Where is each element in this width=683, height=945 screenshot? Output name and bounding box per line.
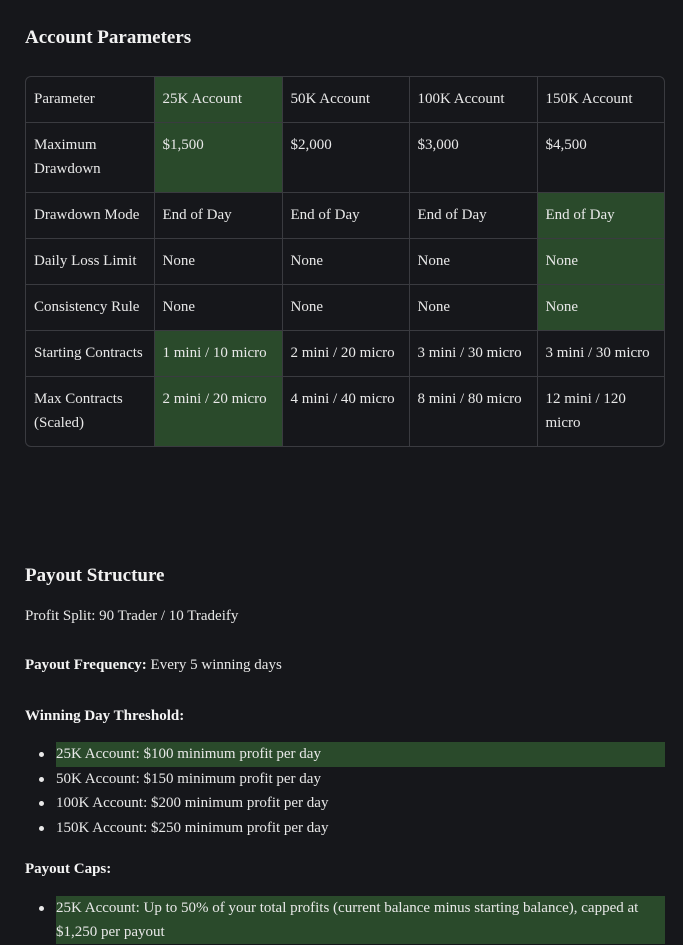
table-cell: 3 mini / 30 micro: [537, 331, 664, 377]
list-item-text: 150K Account: $250 minimum profit per day: [56, 819, 329, 836]
table-cell: Starting Contracts: [26, 331, 154, 377]
payout-caps-label-text: Payout Caps:: [25, 861, 112, 877]
table-cell: None: [282, 239, 409, 285]
list-item: [25, 742, 665, 767]
list-item: [25, 816, 665, 841]
table-cell: Consistency Rule: [26, 285, 154, 331]
payout-frequency: [25, 654, 282, 676]
table-cell: $3,000: [409, 123, 537, 193]
table-cell: None: [409, 285, 537, 331]
list-item-text: 100K Account: $200 minimum profit per day: [56, 795, 329, 811]
table-cell: Max Contracts (Scaled): [26, 377, 154, 447]
profit-split-text: Profit Split: 90 Trader / 10 Tradeify: [25, 608, 239, 624]
table-cell: None: [537, 239, 664, 285]
table-cell: $1,500: [154, 123, 282, 193]
table-header-row: [26, 77, 664, 123]
table-cell: $2,000: [282, 123, 409, 193]
table-header-cell: 25K Account: [154, 77, 282, 123]
winning-day-threshold-label: [25, 705, 184, 727]
table-row: [26, 239, 664, 285]
winning-day-threshold-label-text: Winning Day Threshold:: [25, 708, 185, 724]
list-item: [25, 896, 665, 944]
table-header-cell: Parameter: [26, 77, 154, 123]
list-item-text: 50K Account: $150 minimum profit per day: [56, 770, 321, 787]
table-row: [26, 377, 664, 447]
list-item-text: 25K Account: Up to 50% of your total profits (current balance minus starting balance), capped at $1,250 per payout: [56, 896, 665, 944]
table-cell: End of Day: [409, 193, 537, 239]
table-cell: 12 mini / 120 micro: [545, 391, 626, 431]
table-cell: None: [154, 239, 282, 285]
account-parameters-heading: Account Parameters: [25, 27, 192, 48]
table-row: [26, 193, 664, 239]
table-row: [26, 123, 664, 193]
payout-structure-heading: Payout Structure: [25, 565, 165, 586]
table-cell: End of Day: [154, 193, 282, 239]
winning-day-threshold-list: [25, 742, 665, 840]
account-parameters-table: [25, 76, 665, 447]
list-item: [25, 767, 665, 792]
table-cell: End of Day: [537, 193, 664, 239]
table-cell: 4 mini / 40 micro: [282, 377, 409, 447]
payout-frequency-label: Payout Frequency:: [25, 657, 147, 673]
table-cell: End of Day: [282, 193, 409, 239]
table-cell: None: [154, 285, 282, 331]
payout-frequency-value: Every 5 winning days: [146, 657, 282, 673]
table-cell: 2 mini / 20 micro: [154, 377, 282, 447]
table-cell: None: [282, 285, 409, 331]
payout-caps-label: [25, 858, 111, 880]
table-cell: $4,500: [537, 123, 664, 193]
list-item: [25, 791, 665, 816]
table-row: [26, 331, 664, 377]
table-cell: Daily Loss Limit: [26, 239, 154, 285]
list-item-text: 25K Account: $100 minimum profit per day: [56, 742, 665, 767]
table-cell: Drawdown Mode: [26, 193, 154, 239]
table-cell: 3 mini / 30 micro: [409, 331, 537, 377]
table-cell: None: [537, 285, 664, 331]
payout-caps-list: [25, 896, 665, 944]
table-cell: Maximum Drawdown: [26, 123, 154, 193]
table-cell: None: [409, 239, 537, 285]
table-header-cell: 50K Account: [282, 77, 409, 123]
table-header-cell: 150K Account: [537, 77, 664, 123]
table-cell: 8 mini / 80 micro: [409, 377, 537, 447]
table-row: [26, 285, 664, 331]
table-cell: 1 mini / 10 micro: [154, 331, 282, 377]
table-cell: 2 mini / 20 micro: [282, 331, 409, 377]
table-header-cell: 100K Account: [409, 77, 537, 123]
